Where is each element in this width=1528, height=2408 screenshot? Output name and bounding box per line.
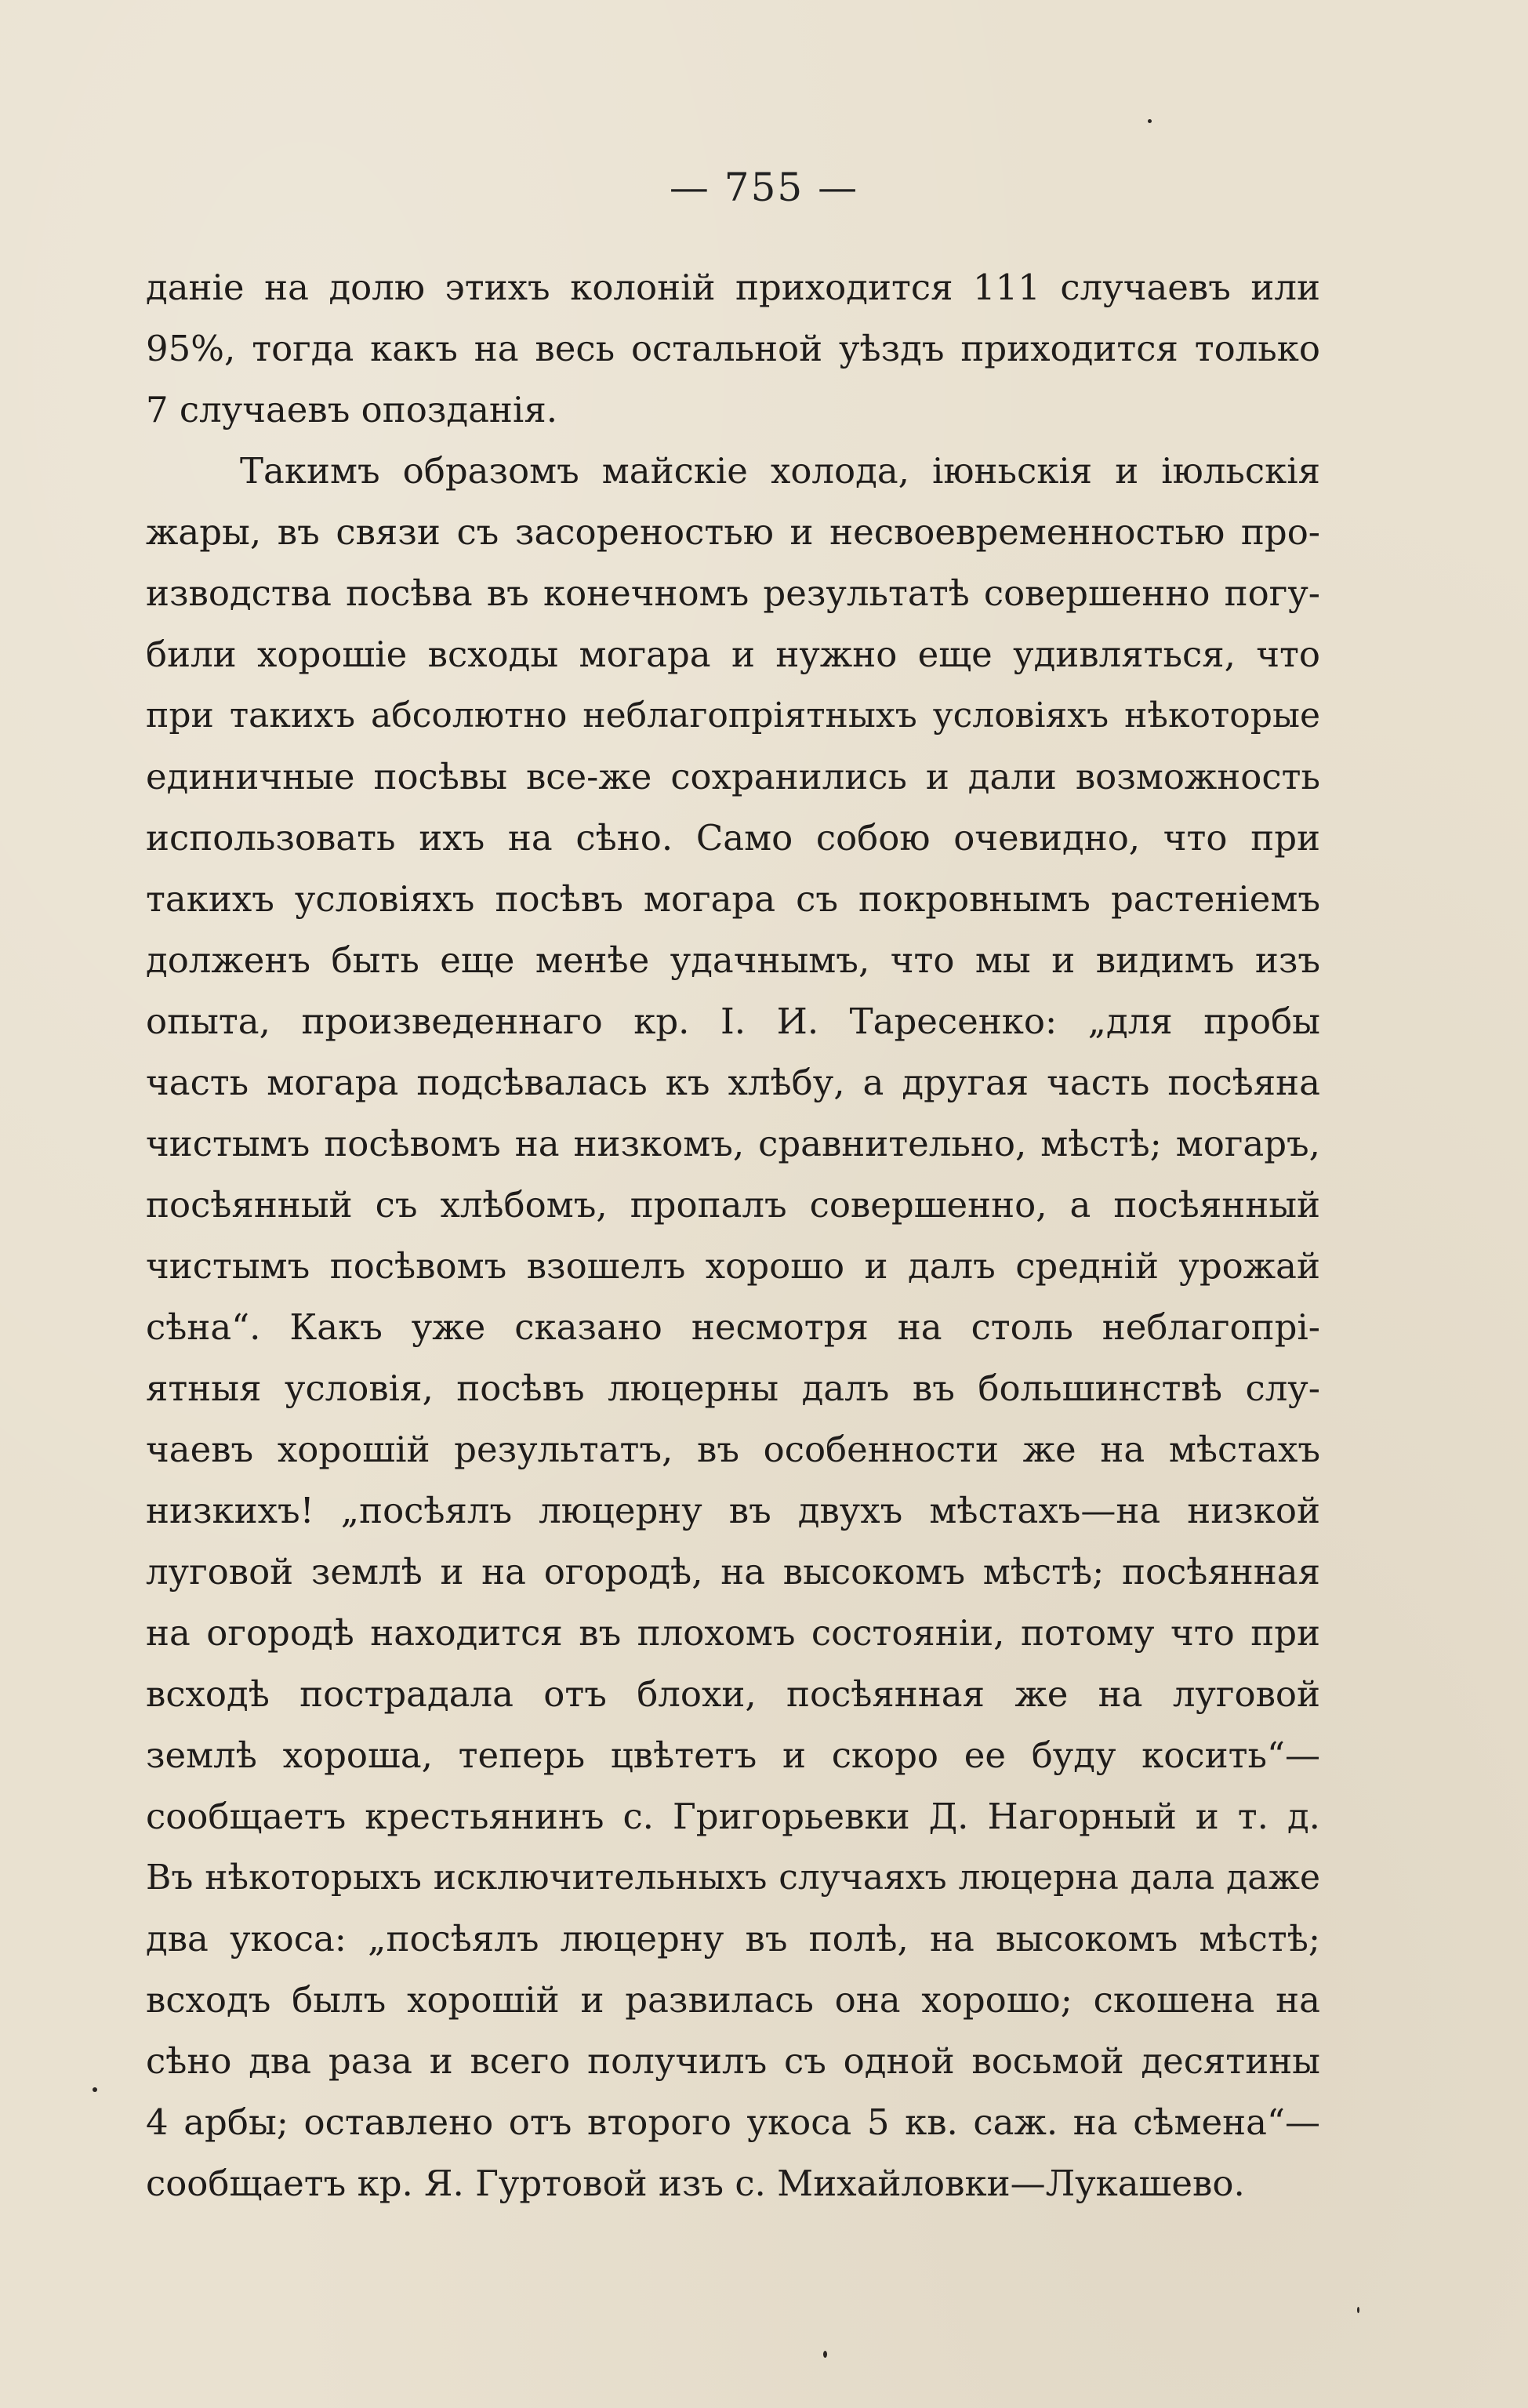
text-line: низкихъ! „посѣялъ люцерну въ двухъ мѣстахъ—на низкой	[146, 1490, 1320, 1531]
ink-speck	[1148, 119, 1152, 123]
text-line: чистымъ посѣвомъ взошелъ хорошо и далъ средній урожай	[146, 1245, 1320, 1287]
text-line: 95%, тогда какъ на весь остальной уѣздъ приходится только	[146, 328, 1320, 369]
text-line: чистымъ посѣвомъ на низкомъ, сравнительно, мѣстѣ; могаръ,	[146, 1123, 1320, 1164]
text-line: ятныя условія, посѣвъ люцерны далъ въ большинствѣ слу-	[146, 1367, 1320, 1409]
text-line: луговой землѣ и на огородѣ, на высокомъ мѣстѣ; посѣянная	[146, 1551, 1320, 1593]
text-line: долженъ быть еще менѣе удачнымъ, что мы и видимъ изъ	[146, 939, 1320, 981]
text-line: два укоса: „посѣялъ люцерну въ полѣ, на высокомъ мѣстѣ;	[146, 1918, 1320, 1959]
text-line: всходѣ пострадала отъ блохи, посѣянная же на луговой	[146, 1673, 1320, 1715]
text-line: часть могара подсѣвалась къ хлѣбу, а другая часть посѣяна	[146, 1062, 1320, 1103]
text-line: на огородѣ находится въ плохомъ состояніи, потому что при	[146, 1612, 1320, 1654]
text-line: Такимъ образомъ майскіе холода, іюньскія и іюльскія	[240, 450, 1320, 492]
text-line: били хорошіе всходы могара и нужно еще удивляться, что	[146, 634, 1320, 675]
text-line: посѣянный съ хлѣбомъ, пропалъ совершенно, а посѣянный	[146, 1184, 1320, 1226]
text-line: использовать ихъ на сѣно. Само собою очевидно, что при	[146, 817, 1320, 859]
text-line: всходъ былъ хорошій и развилась она хорошо; скошена на	[146, 1979, 1320, 2021]
page-number: — 755 —	[669, 165, 859, 210]
text-line: единичные посѣвы все-же сохранились и дали возможность	[146, 756, 1320, 797]
text-line: жары, въ связи съ засореностью и несвоевременностью про-	[146, 511, 1320, 553]
ink-speck	[1357, 2307, 1359, 2313]
text-line: землѣ хороша, теперь цвѣтетъ и скоро ее буду косить“—	[146, 1734, 1320, 1776]
text-line: сѣна“. Какъ уже сказано несмотря на столь неблагопрі-	[146, 1306, 1320, 1348]
text-line: сообщаетъ кр. Я. Гуртовой изъ с. Михайловки—Лукашево.	[146, 2163, 1245, 2204]
text-line: такихъ условіяхъ посѣвъ могара съ покровнымъ растеніемъ	[146, 878, 1320, 920]
body-text	[146, 257, 1320, 2214]
text-line: сѣно два раза и всего получилъ съ одной восьмой десятины	[146, 2040, 1320, 2082]
text-line: 7 случаевъ опозданія.	[146, 389, 558, 430]
text-line: 4 арбы; оставлено отъ второго укоса 5 кв. саж. на сѣмена“—	[146, 2101, 1320, 2143]
ink-speck	[823, 2351, 827, 2358]
text-line: Въ нѣкоторыхъ исключительныхъ случаяхъ люцерна дала даже	[146, 1858, 1320, 1898]
text-line: сообщаетъ крестьянинъ с. Григорьевки Д. Нагорный и т. д.	[146, 1796, 1320, 1837]
ink-speck	[93, 2087, 97, 2092]
text-line: опыта, произведеннаго кр. І. И. Таресенко: „для пробы	[146, 1001, 1320, 1042]
text-line: чаевъ хорошій результатъ, въ особенности же на мѣстахъ	[146, 1429, 1320, 1470]
text-line: изводства посѣва въ конечномъ результатѣ совершенно погу-	[146, 572, 1320, 614]
text-line: при такихъ абсолютно неблагопріятныхъ условіяхъ нѣкоторые	[146, 696, 1320, 735]
text-line: даніе на долю этихъ колоній приходится 111 случаевъ или	[146, 267, 1320, 308]
